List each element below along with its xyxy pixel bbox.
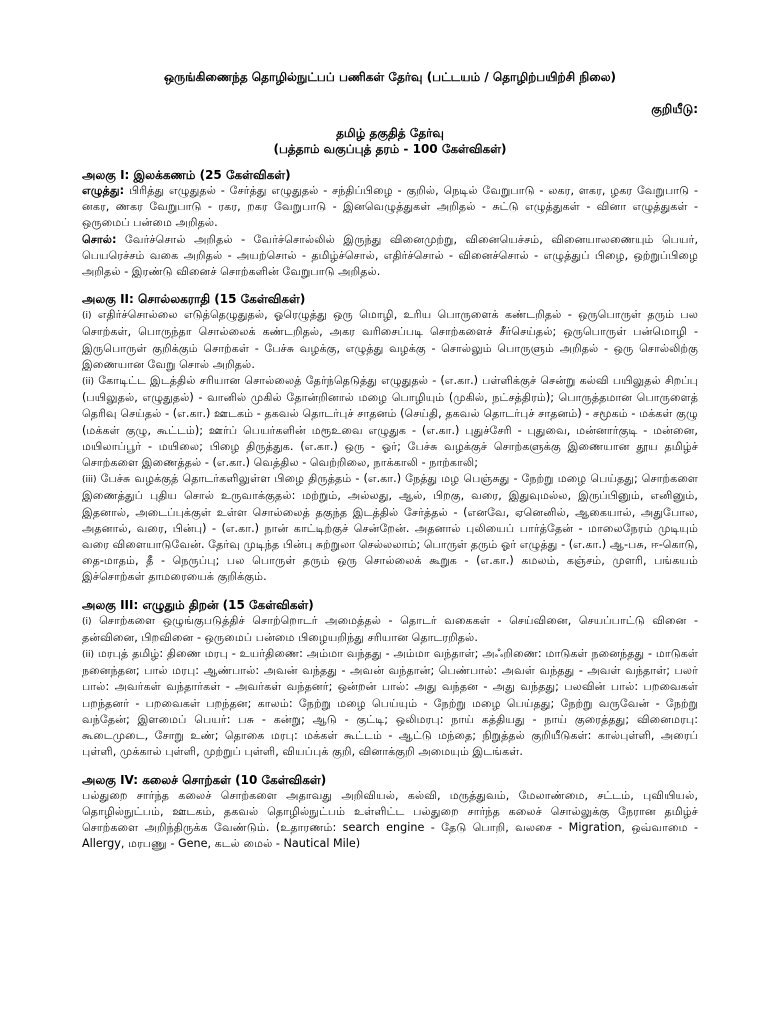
exam-level: (பத்தாம் வகுப்புத் தரம் - 100 கேள்விகள்) — [273, 142, 507, 156]
item-marker: (i) — [82, 616, 92, 627]
code-label: குறியீடு: — [651, 102, 698, 116]
unit-1-words-paragraph — [82, 232, 698, 281]
unit-2-section — [82, 291, 698, 585]
item-marker: (iii) — [82, 475, 97, 486]
paragraph-text: எதிர்ச்சொல்லை எடுத்தெழுதுதல், ஓரெழுத்து ஒரு மொழி, உரிய பொருளைக் கண்டறிதல் - ஒருபொருள் தரும் பல சொற்கள், பொருந்தா சொல்லைக் கண்டறிதல், அகர வரிசைப்படி சொற்களைச் சீர்செய்தல்; ஒருபொருள் பன்மொழி - இருபொருள் குறிக்கும் சொற்கள் - பேச்சு வழக்கு, எழுத்து வழக்கு - சொல்லும் பொருளும் அறிதல் - ஒரு சொல்லிற்கு இணையான வேறு சொல் அறிதல். — [82, 308, 698, 371]
unit-2-heading: அலகு II: சொல்லகராதி (15 கேள்விகள்) — [82, 292, 306, 307]
unit-2-item-3 — [82, 471, 698, 585]
unit-2-item-1 — [82, 307, 698, 373]
unit-3-item-1 — [82, 613, 698, 646]
exam-name: தமிழ் தகுதித் தேர்வு — [336, 126, 444, 140]
item-marker: (i) — [82, 311, 92, 322]
paragraph-text: கோடிட்ட இடத்தில் சரியான சொல்லைத் தேர்ந்தெடுத்து எழுதுதல் - (எ.கா.) பள்ளிக்குச் சென்று கல்வி பயிலுதல் சிறப்பு (பயிலுதல், எழுதுதல்) - வானில் முகில் தோன்றினால் மழை பொழியும் (முகில், நட்சத்திரம்); பொருத்தமான பொருளைத் தெரிவு செய்தல் - (எ.கா.) ஊடகம் - தகவல் தொடர்புச் சாதனம் (செய்தி, தகவல் தொடர்புச் சாதனம்) - சமூகம் - மக்கள் குழு (மக்கள் குழு, கூட்டம்); ஊர்ப் பெயர்களின் மரூஉவை எழுதுக - (எ.கா.) புதுச்சேரி - புதுவை, மன்னார்குடி - மன்னை, மயிலாப்பூர் - மயிலை; பிழை திருத்துக. (எ.கா.) ஒரு - ஓர்; பேச்சு வழக்குச் சொற்களுக்கு இணையான தூய தமிழ்ச் சொற்களை இணைத்தல் - (எ.கா.) வெத்தில - வெற்றிலை, நாக்காலி - நாற்காலி; — [82, 374, 698, 470]
unit-4-heading: அலகு IV: கலைச் சொற்கள் (10 கேள்விகள்) — [82, 772, 327, 787]
unit-3-heading: அலகு III: எழுதும் திறன் (15 கேள்விகள்) — [82, 597, 314, 612]
paragraph-text: பேச்சு வழக்குத் தொடர்களிலுள்ள பிழை திருத்தம் - (எ.கா.) நேத்து மழ பெஞ்சுது - நேற்று மழை பெய்தது; சொற்களை இணைத்துப் புதிய சொல் உருவாக்குதல்: மற்றும், அல்லது, ஆல், பிறகு, வரை, இதுவுமல்ல, இருப்பினும், எனினும், இதனால், அடைப்புக்குள் உள்ள சொல்லைத் தகுந்த இடத்தில் சேர்த்தல் - (எனவே, ஏனெனில், ஆகையால், அதுபோல, அதனால், வரை, பின்பு) - (எ.கா.) நான் காட்டிற்குச் சென்றேன். அதனால் புலியைப் பார்த்தேன் - மாலைநேரம் முடியும் வரை விளையாடுவேன். தேர்வு முடிந்த பின்பு சுற்றுலா செல்லலாம்; பொருள் தரும் ஓர் எழுத்து - (எ.கா.) ஆ-பசு, ஈ-கொடு, தை-மாதம், தீ - நெருப்பு; பல பொருள் தரும் ஒரு சொல்லைக் கூறுக - (எ.கா.) கமலம், கஞ்சம், முளரி, பங்கயம் இச்சொற்கள் தாமரையைக் குறிக்கும். — [82, 472, 698, 584]
unit-1-section — [82, 167, 698, 280]
unit-2-item-2 — [82, 373, 698, 471]
paragraph-text: பிரித்து எழுதுதல் - சேர்த்து எழுதுதல் - சந்திப்பிழை - குறில், நெடில் வேறுபாடு - லகர, ளகர, ழகர வேறுபாடு - னகர, ணகர வேறுபாடு - ரகர, றகர வேறுபாடு - இனவெழுத்துகள் அறிதல் - சுட்டு எழுத்துகள் - வினா எழுத்துகள் - ஒருமைப் பன்மை அறிதல். — [82, 184, 698, 230]
unit-3-item-2 — [82, 646, 698, 760]
unit-4-section — [82, 772, 698, 853]
paragraph-text: வேர்ச்சொல் அறிதல் - வேர்ச்சொல்லில் இருந்து வினைமுற்று, வினையெச்சம், வினையாலணையும் பெயர், பெயரெச்சம் வகை அறிதல் - அயற்சொல் - தமிழ்ச்சொல், எதிர்ச்சொல் - வினைச்சொல் - எழுத்துப் பிழை, ஒற்றுப்பிழை அறிதல் - இரண்டு வினைச் சொற்களின் வேறுபாடு அறிதல். — [82, 232, 698, 279]
document-title: ஒருங்கிணைந்த தொழில்நுட்பப் பணிகள் தேர்வு (பட்டயம் / தொழிற்பயிற்சி நிலை) — [163, 70, 617, 84]
paragraph-label: எழுத்து: — [82, 184, 125, 197]
paragraph-text: மரபுத் தமிழ்: திணை மரபு - உயர்திணை: அம்மா வந்தது - அம்மா வந்தாள்; அஃறிணை: மாடுகள் நனைந்தது - மாடுகள் நனைந்தன; பால் மரபு: ஆண்பால்: அவன் வந்தது - அவன் வந்தான்; பெண்பால்: அவள் வந்தது - அவள் வந்தாள்; பலர் பால்: அவர்கள் வந்தார்கள் - அவர்கள் வந்தனர்; ஒன்றன் பால்: அது வந்தன - அது வந்தது; பலவின் பால்: பறவைகள் பறந்தனர் - பறவைகள் பறந்தன; காலம்: நேற்று மழை பெய்யும் - நேற்று மழை பெய்தது; நேற்று வருவேன் - நேற்று வந்தேன்; இளமைப் பெயர்: பசு - கன்று; ஆடு - குட்டி; ஒலிமரபு: நாய் கத்தியது - நாய் குரைத்தது; வினைமரபு: கூடைமுடை, சோறு உண்; தொகை மரபு: மக்கள் கூட்டம் - ஆட்டு மந்தை; நிறுத்தல் குறியீடுகள்: கால்புள்ளி, அரைப் புள்ளி, முக்கால் புள்ளி, முற்றுப் புள்ளி, வியப்புக் குறி, வினாக்குறி அமையும் இடங்கள். — [82, 647, 698, 759]
unit-1-letters-paragraph — [82, 183, 698, 232]
exam-heading — [82, 125, 698, 157]
item-marker: (ii) — [82, 377, 95, 388]
paragraph-label: சொல்: — [82, 232, 117, 246]
item-marker: (ii) — [82, 650, 95, 661]
unit-4-paragraph — [82, 788, 698, 853]
unit-1-heading: அலகு I: இலக்கணம் (25 கேள்விகள்) — [82, 168, 291, 182]
unit-3-section — [82, 597, 698, 761]
paragraph-text: சொற்களை ஒழுங்குபடுத்திச் சொற்றொடர் அமைத்தல் - தொடர் வகைகள் - செய்வினை, செயப்பாட்டு வினை - தன்வினை, பிறவினை - ஒருமைப் பன்மை பிழையறிந்து சரியான தொடரறிதல். — [82, 613, 698, 644]
paragraph-text: பல்துறை சார்ந்த கலைச் சொற்களை அதாவது அறிவியல், கல்வி, மருத்துவம், மேலாண்மை, சட்டம், புவியியல், தொழில்நுட்பம், ஊடகம், தகவல் தொழில்நுட்பம் உள்ளிட்ட பல்துறை சார்ந்த கலைச் சொல்லுக்கு நேரான தமிழ்ச் சொற்களை அறிந்திருக்க வேண்டும். (உதாரணம்: search engine - தேடு பொறி, வலசை - Migration, ஒவ்வாமை - Allergy, மரபணு - Gene, கடல் மைல் - Nautical Mile) — [82, 788, 698, 851]
